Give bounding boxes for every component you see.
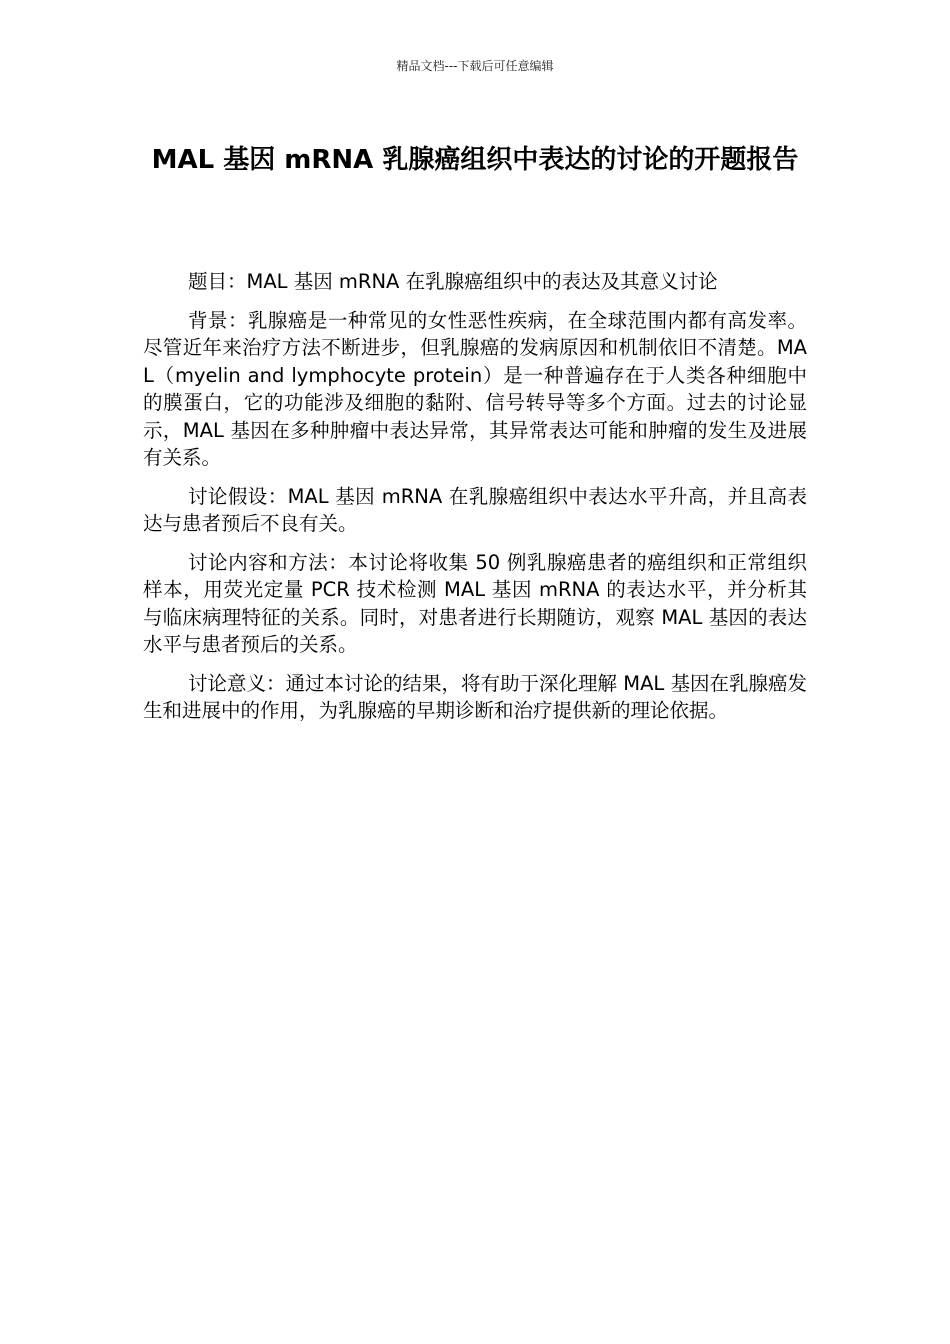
paragraph-background: 背景：乳腺癌是一种常见的女性恶性疾病，在全球范围内都有高发率。尽管近年来治疗方法不断进步，但乳腺癌的发病原因和机制依旧不清楚。MAL（myelin and lymphocyte protein）是一种普遍存在于人类各种细胞中的膜蛋白，它的功能涉及细胞的黏附、信号转导等多个方面。过去的讨论显示，MAL 基因在多种肿瘤中表达异常，其异常表达可能和肿瘤的发生及进展有关系。 xyxy=(143,308,807,469)
document-body xyxy=(143,268,807,736)
paragraph-hypothesis: 讨论假设：MAL 基因 mRNA 在乳腺癌组织中表达水平升高，并且高表达与患者预后不良有关。 xyxy=(143,484,807,535)
paragraph-methods: 讨论内容和方法：本讨论将收集 50 例乳腺癌患者的癌组织和正常组织样本，用荧光定量 PCR 技术检测 MAL 基因 mRNA 的表达水平，并分析其与临床病理特征的关系。同时，对患者进行长期随访，观察 MAL 基因的表达水平与患者预后的关系。 xyxy=(143,550,807,656)
document-title: MAL 基因 mRNA 乳腺癌组织中表达的讨论的开题报告 xyxy=(151,145,799,175)
page-header: 精品文档---下载后可任意编辑 xyxy=(396,59,554,73)
paragraph-topic: 题目：MAL 基因 mRNA 在乳腺癌组织中的表达及其意义讨论 xyxy=(188,270,718,293)
paragraph-significance: 讨论意义：通过本讨论的结果，将有助于深化理解 MAL 基因在乳腺癌发生和进展中的作用，为乳腺癌的早期诊断和治疗提供新的理论依据。 xyxy=(143,671,807,722)
